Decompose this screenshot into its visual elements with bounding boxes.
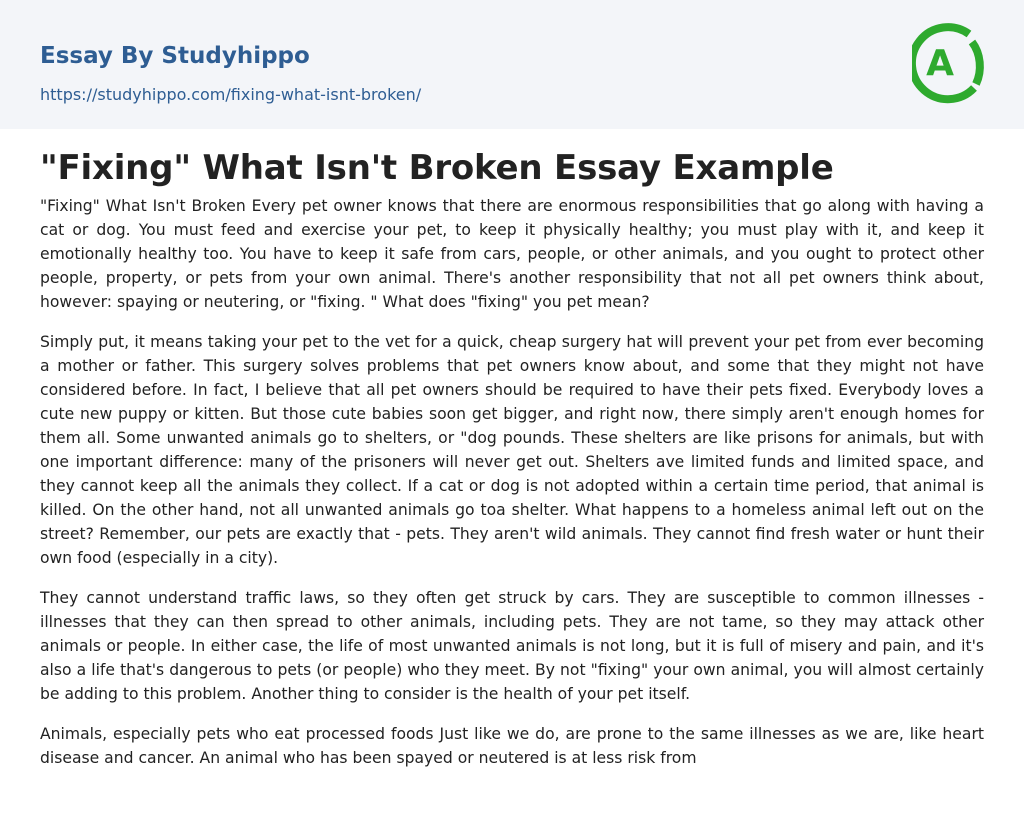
essay-paragraph-2: Simply put, it means taking your pet to the vet for a quick, cheap surgery hat will prevent your pet from ever becoming a mother or father. This surgery solves problems that pet owners know about, and some that they might not have considered before. In fact, I believe that all pet owners should be required to have their pets fixed. Everybody loves a cute new puppy or kitten. But those cute babies soon get bigger, and right now, there simply aren't enough homes for them all. Some unwanted animals go to shelters, or "dog pounds. These shelters are like prisons for animals, but with one important difference: many of the prisoners will never get out. Shelters ave limited funds and limited space, and they cannot keep all the animals they collect. If a cat or dog is not adopted within a certain time period, that animal is killed. On the other hand, not all unwanted animals go toa shelter. What happens to a homeless animal left out on the street? Remember, our pets are exactly that - pets. They aren't wild animals. They cannot find fresh water or hunt their own food (especially in a city). — [40, 333, 984, 567]
essay-paragraph-3: They cannot understand traffic laws, so they often get struck by cars. They are susceptible to common illnesses - illnesses that they can then spread to other animals, including pets. They are not tame, so they may attack other animals or people. In either case, the life of most unwanted animals is not long, but it is full of misery and pain, and it's also a life that's dangerous to pets (or people) who they meet. By not "fixing" your own animal, you will almost certainly be adding to this problem. Another thing to consider is the health of your pet itself. — [40, 589, 984, 703]
essay-paragraph-4: Animals, especially pets who eat processed foods Just like we do, are prone to the same illnesses as we are, like heart disease and cancer. An animal who has been spayed or neutered is at less risk from — [40, 725, 984, 767]
studyhippo-logo-icon[interactable] — [912, 20, 986, 104]
brand-title: Essay By Studyhippo — [40, 43, 310, 69]
essay-title: "Fixing" What Isn't Broken Essay Example — [40, 148, 834, 188]
header-banner — [0, 0, 1024, 129]
logo-letter: A — [926, 43, 954, 84]
essay-body — [40, 194, 984, 770]
site-header — [0, 0, 1024, 129]
source-url-link[interactable]: https://studyhippo.com/fixing-what-isnt-broken/ — [40, 85, 422, 104]
essay-paragraph-1: "Fixing" What Isn't Broken Every pet owner knows that there are enormous responsibilities that go along with having a cat or dog. You must feed and exercise your pet, to keep it physically healthy; you must play with it, and keep it emotionally healthy too. You have to keep it safe from cars, people, or other animals, and you ought to protect other people, property, or pets from your own animal. There's another responsibility that not all pet owners think about, however: spaying or neutering, or "fixing. " What does "fixing" you pet mean? — [40, 197, 984, 311]
